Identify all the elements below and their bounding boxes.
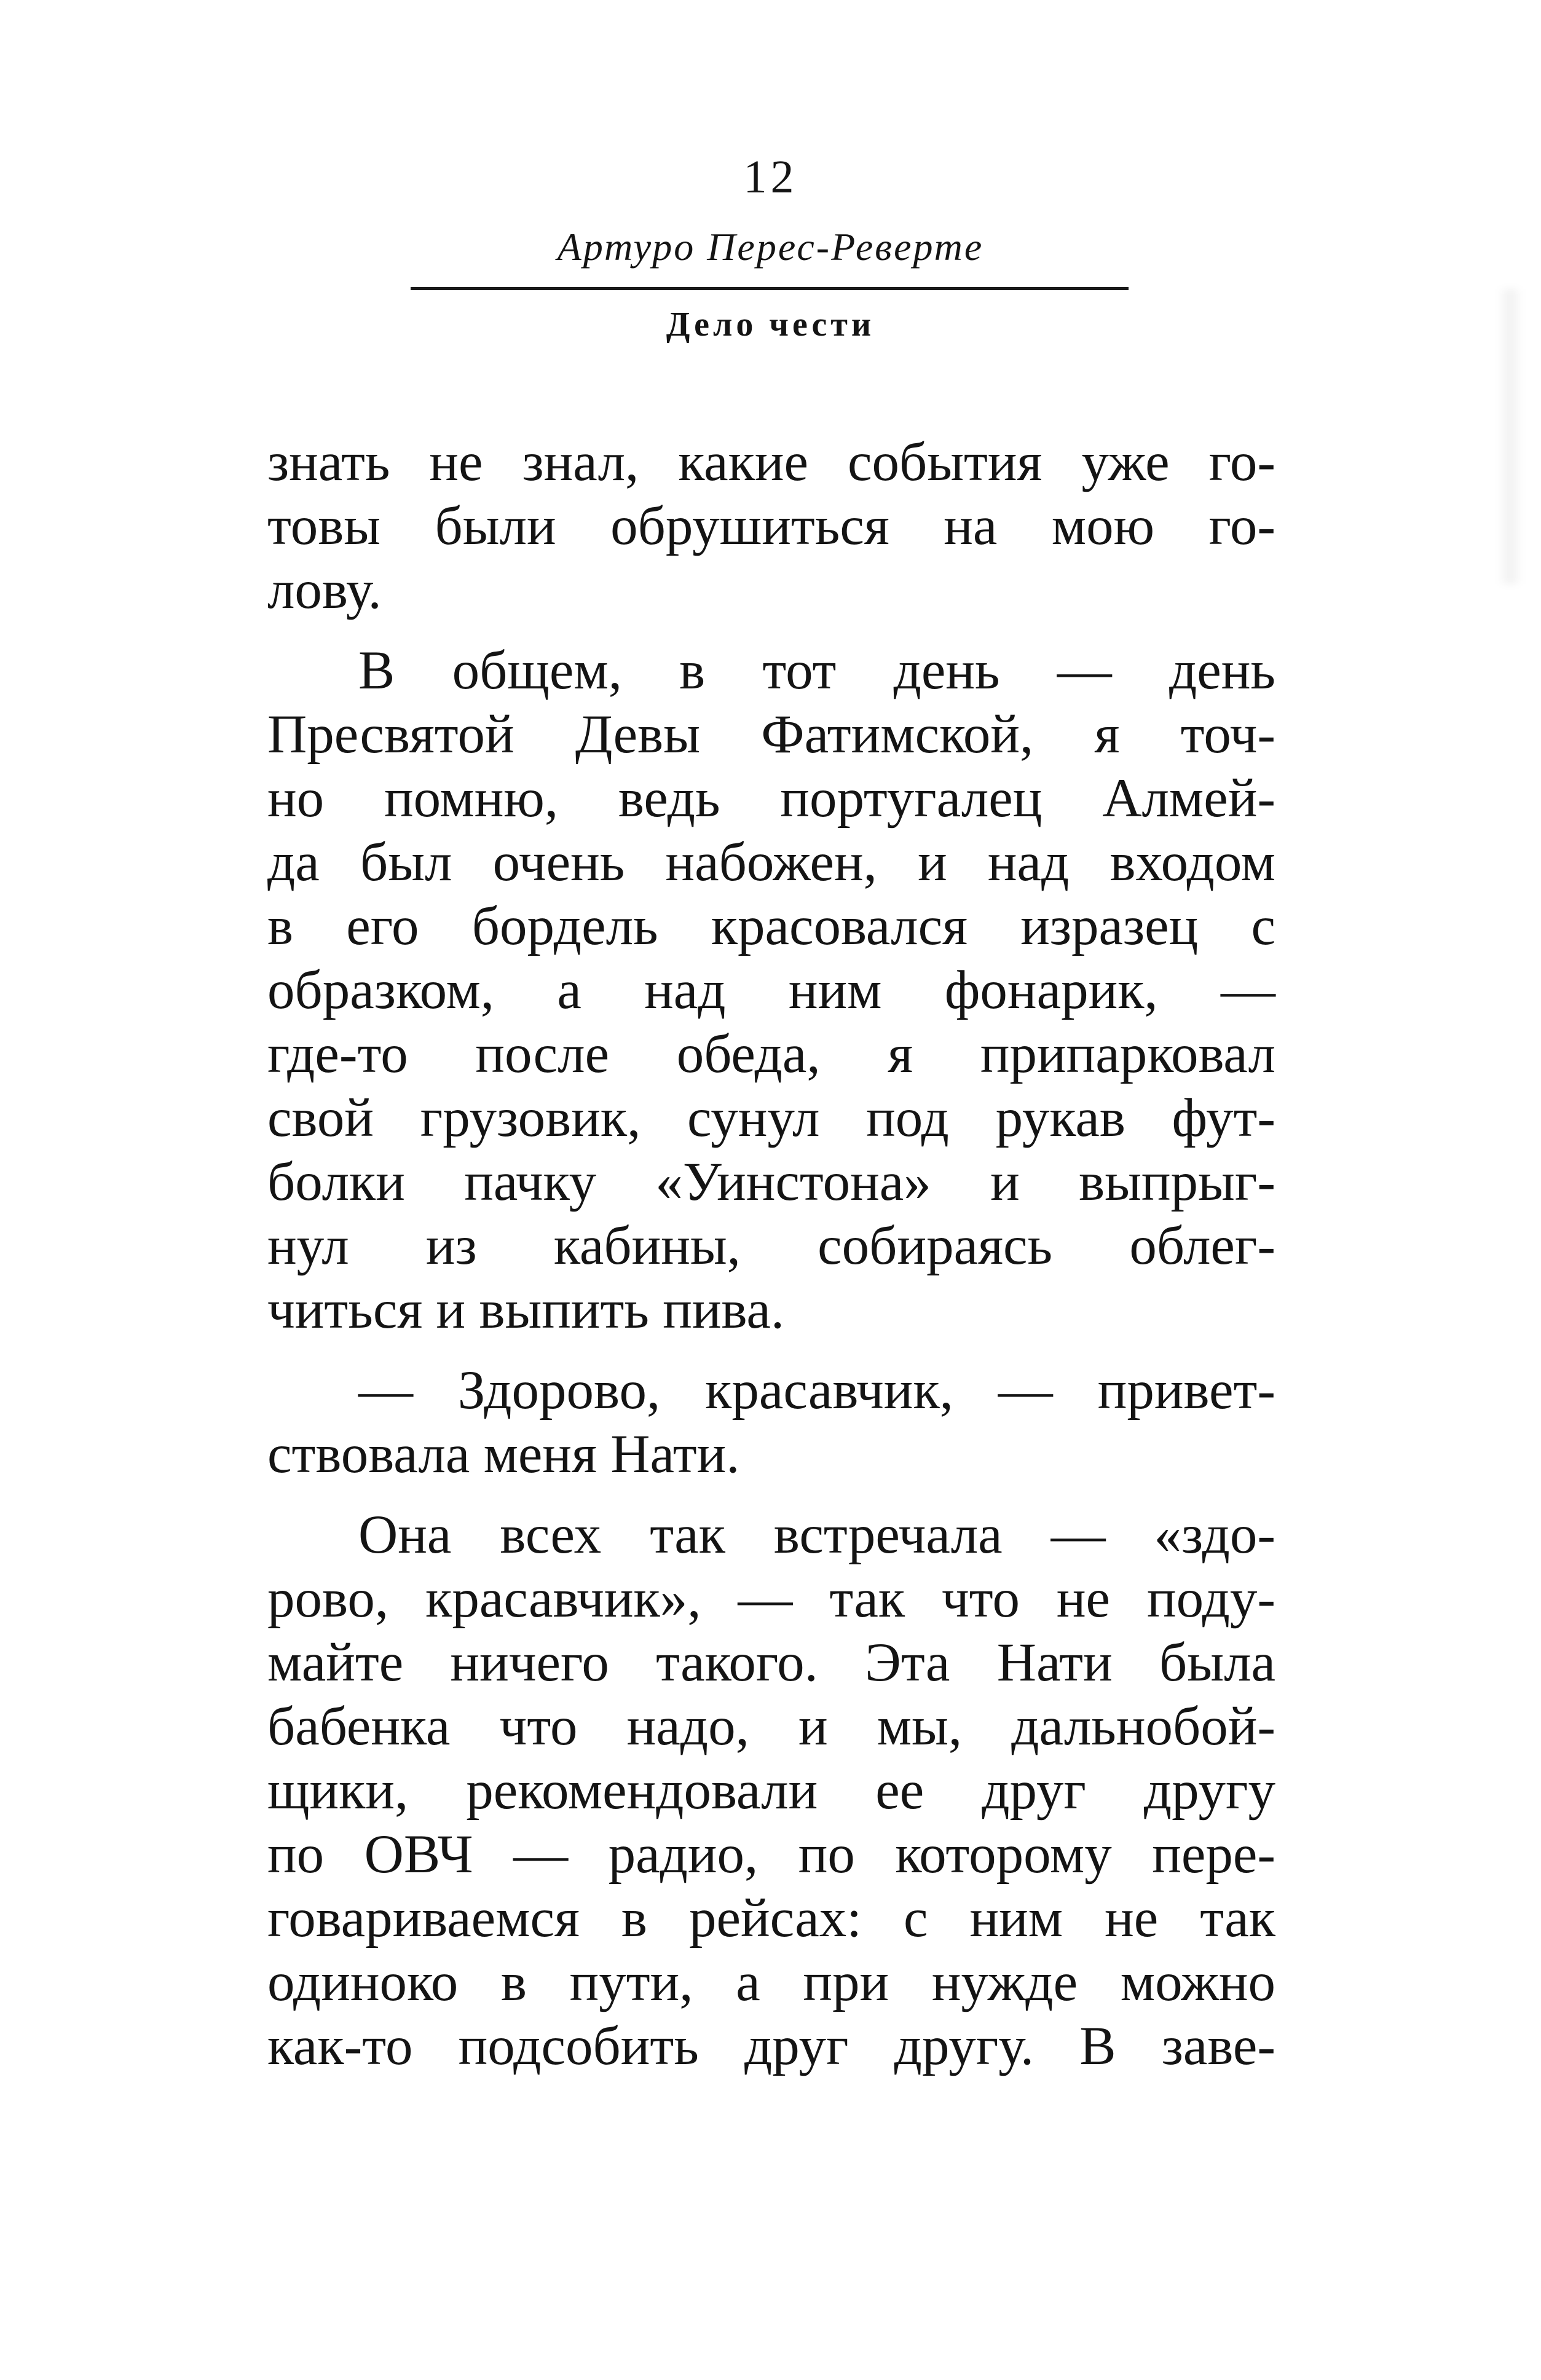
text-line: рово, красавчик», — так что не поду- bbox=[267, 1569, 1275, 1629]
text-line: говариваемся в рейсах: с ним не так bbox=[267, 1888, 1275, 1949]
text-line: щики, рекомендовали ее друг другу bbox=[267, 1760, 1275, 1821]
text-line: свой грузовик, сунул под рукав фут- bbox=[267, 1088, 1275, 1148]
text-line: Она всех так встречала — «здо- bbox=[358, 1505, 1275, 1565]
text-line: В общем, в тот день — день bbox=[358, 640, 1275, 701]
text-line: в его бордель красовался изразец с bbox=[267, 896, 1275, 956]
text-line: знать не знал, какие события уже го- bbox=[267, 432, 1275, 492]
text-line: Пресвятой Девы Фатимской, я точ- bbox=[267, 704, 1275, 765]
text-line: одиноко в пути, а при нужде можно bbox=[267, 1952, 1275, 2012]
text-line: нул из кабины, собираясь облег- bbox=[267, 1216, 1275, 1276]
running-head-author: Артуро Перес-Реверте bbox=[557, 225, 984, 269]
running-head-title: Дело чести bbox=[666, 305, 875, 344]
text-line: где-то после обеда, я припарковал bbox=[267, 1024, 1275, 1084]
text-line: майте ничего такого. Эта Нати была bbox=[267, 1633, 1275, 1693]
text-line: как-то подсобить друг другу. В заве- bbox=[267, 2016, 1275, 2076]
body-text bbox=[267, 430, 1275, 2078]
text-line: но помню, ведь португалец Алмей- bbox=[267, 768, 1275, 829]
header-rule bbox=[411, 287, 1129, 290]
text-line: товы были обрушиться на мою го- bbox=[267, 496, 1275, 556]
text-line: бабенка что надо, и мы, дальнобой- bbox=[267, 1696, 1275, 1757]
page-number: 12 bbox=[743, 151, 798, 203]
text-line: по ОВЧ — радио, по которому пере- bbox=[267, 1824, 1275, 1885]
text-line: ствовала меня Нати. bbox=[267, 1424, 740, 1484]
text-line: — Здорово, красавчик, — привет- bbox=[358, 1360, 1275, 1421]
text-line: читься и выпить пива. bbox=[267, 1280, 785, 1340]
text-line: да был очень набожен, и над входом bbox=[267, 832, 1275, 892]
text-line: лову. bbox=[267, 560, 382, 620]
text-line: образком, а над ним фонарик, — bbox=[267, 960, 1275, 1020]
text-line: болки пачку «Уинстона» и выпрыг- bbox=[267, 1152, 1275, 1212]
